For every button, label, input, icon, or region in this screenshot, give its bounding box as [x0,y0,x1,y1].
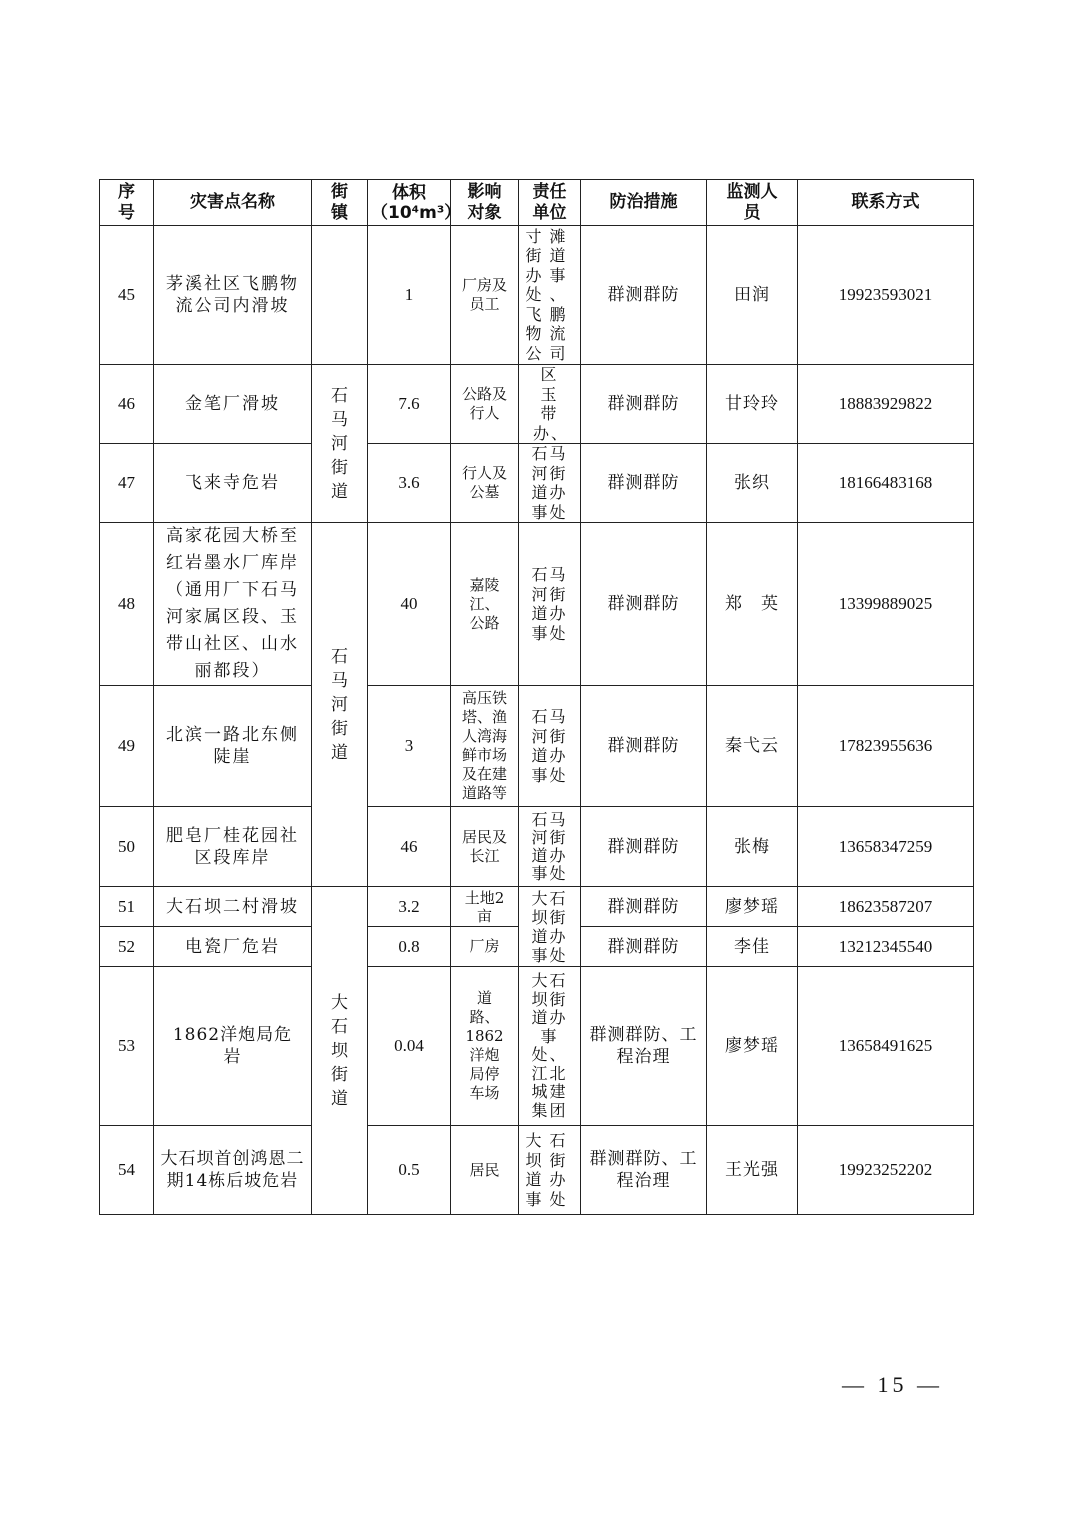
table-row [100,1126,974,1215]
cell-target: 土地2亩 [451,887,519,927]
table-row [100,444,974,523]
cell-unit: 寸滩街道办事处、飞鹏物流公司 [519,226,581,365]
cell-name: 北滨一路北东侧陡崖 [154,686,312,807]
cell-seq: 50 [100,807,154,887]
cell-name: 飞来寺危岩 [154,444,312,523]
cell-measure: 群测群防 [581,927,707,967]
cell-monitor: 田润 [707,226,798,365]
table-row [100,807,974,887]
header-measure: 防治措施 [581,180,707,226]
table-row [100,365,974,444]
cell-seq: 54 [100,1126,154,1215]
cell-unit: 大石坝街道办事处、江北城建集团 [519,967,581,1126]
cell-town-group-b: 石马河街道 [312,523,368,887]
cell-town [312,226,368,365]
cell-target: 居民 [451,1126,519,1215]
cell-monitor: 秦弋云 [707,686,798,807]
cell-monitor: 郑 英 [707,523,798,686]
cell-target: 嘉陵江、公路 [451,523,519,686]
cell-name: 大石坝二村滑坡 [154,887,312,927]
page-number: — 15 — [842,1372,943,1397]
disaster-points-table [99,179,974,1215]
cell-seq: 46 [100,365,154,444]
cell-contact: 17823955636 [798,686,974,807]
cell-contact: 19923252202 [798,1126,974,1215]
cell-contact: 18166483168 [798,444,974,523]
cell-measure: 群测群防、工程治理 [581,967,707,1126]
cell-monitor: 廖梦瑶 [707,887,798,927]
cell-measure: 群测群防 [581,523,707,686]
cell-measure: 群测群防 [581,686,707,807]
cell-unit: 石马河街道办事处 [519,444,581,523]
cell-unit: 大石坝街道办事处 [519,887,581,967]
header-target: 影响对象 [451,180,519,226]
table-row [100,686,974,807]
cell-name: 肥皂厂桂花园社区段库岸 [154,807,312,887]
cell-town-group-a: 石马河街道 [312,365,368,523]
cell-unit: 区玉带办、 [519,365,581,444]
cell-volume: 3.2 [368,887,451,927]
cell-seq: 52 [100,927,154,967]
header-town: 街镇 [312,180,368,226]
header-contact: 联系方式 [798,180,974,226]
header-volume: 体积（10⁴m³） [368,180,451,226]
cell-contact: 18883929822 [798,365,974,444]
cell-measure: 群测群防 [581,365,707,444]
cell-seq: 47 [100,444,154,523]
cell-seq: 51 [100,887,154,927]
cell-volume: 40 [368,523,451,686]
cell-unit: 石马河街道办事处 [519,807,581,887]
cell-volume: 3.6 [368,444,451,523]
cell-target: 厂房 [451,927,519,967]
cell-name: 茅溪社区飞鹏物流公司内滑坡 [154,226,312,365]
cell-monitor: 甘玲玲 [707,365,798,444]
table-row [100,523,974,686]
cell-contact: 13212345540 [798,927,974,967]
cell-contact: 19923593021 [798,226,974,365]
cell-contact: 13658347259 [798,807,974,887]
cell-name: 高家花园大桥至红岩墨水厂库岸（通用厂下石马河家属区段、玉带山社区、山水丽都段） [154,523,312,686]
cell-volume: 1 [368,226,451,365]
cell-monitor: 廖梦瑶 [707,967,798,1126]
cell-name: 金笔厂滑坡 [154,365,312,444]
cell-unit: 石马河街道办事处 [519,523,581,686]
cell-name: 1862洋炮局危岩 [154,967,312,1126]
table-row [100,226,974,365]
cell-target: 高压铁塔、渔人湾海鲜市场及在建道路等 [451,686,519,807]
cell-measure: 群测群防 [581,887,707,927]
cell-volume: 7.6 [368,365,451,444]
cell-seq: 49 [100,686,154,807]
cell-contact: 18623587207 [798,887,974,927]
header-monitor: 监测人员 [707,180,798,226]
cell-name: 电瓷厂危岩 [154,927,312,967]
cell-unit: 石马河街道办事处 [519,686,581,807]
table-row [100,887,974,927]
cell-measure: 群测群防 [581,226,707,365]
header-seq: 序号 [100,180,154,226]
cell-measure: 群测群防 [581,444,707,523]
cell-monitor: 李佳 [707,927,798,967]
cell-unit: 大石坝街道办事处 [519,1126,581,1215]
cell-monitor: 张梅 [707,807,798,887]
cell-seq: 45 [100,226,154,365]
table-row [100,967,974,1126]
cell-measure: 群测群防、工程治理 [581,1126,707,1215]
cell-target: 居民及长江 [451,807,519,887]
cell-volume: 46 [368,807,451,887]
cell-contact: 13399889025 [798,523,974,686]
cell-target: 厂房及员工 [451,226,519,365]
cell-monitor: 王光强 [707,1126,798,1215]
cell-contact: 13658491625 [798,967,974,1126]
header-unit: 责任单位 [519,180,581,226]
cell-seq: 48 [100,523,154,686]
cell-town-group-c: 大石坝街道 [312,887,368,1215]
cell-target: 行人及公墓 [451,444,519,523]
cell-volume: 0.04 [368,967,451,1126]
cell-target: 道路、1862洋炮局停车场 [451,967,519,1126]
cell-target: 公路及行人 [451,365,519,444]
header-name: 灾害点名称 [154,180,312,226]
cell-volume: 3 [368,686,451,807]
cell-volume: 0.5 [368,1126,451,1215]
cell-measure: 群测群防 [581,807,707,887]
cell-name: 大石坝首创鸿恩二期14栋后坡危岩 [154,1126,312,1215]
header-row [100,180,974,226]
cell-volume: 0.8 [368,927,451,967]
cell-monitor: 张织 [707,444,798,523]
cell-seq: 53 [100,967,154,1126]
